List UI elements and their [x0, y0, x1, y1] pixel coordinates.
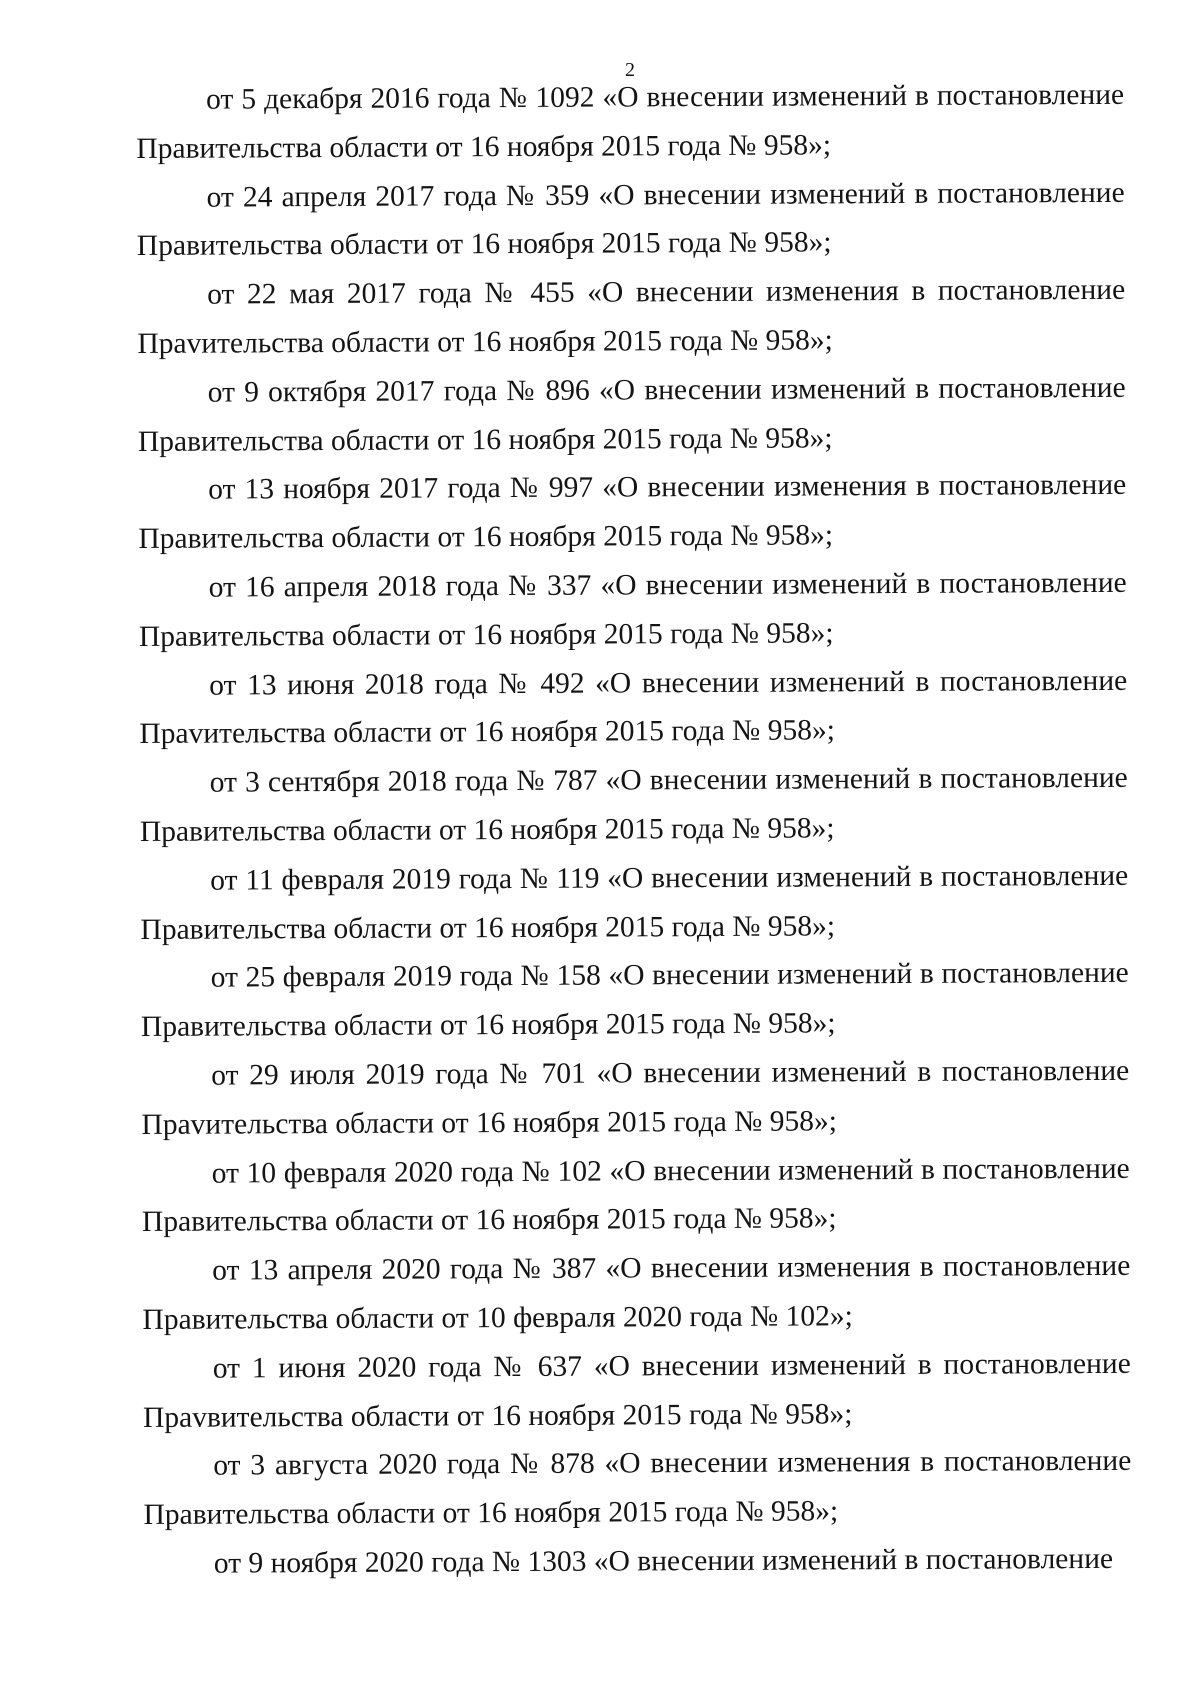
- paragraph-resolution-2017-05-22: от 22 мая 2017 года № 455 «О внесении изменения в постановление Праvительства области от 16 ноября 2015 года № 958»;: [137, 274, 1126, 360]
- page-number: 2: [625, 59, 635, 81]
- paragraph-resolution-2016-12-05: от 5 декабря 2016 года № 1092 «О внесении изменений в постановление Правительства области от 16 ноября 2015 года № 958»;: [136, 78, 1125, 165]
- paragraph-resolution-2020-11-09: от 9 ноября 2020 года № 1303 «О внесении изменений в постановление: [213, 1542, 1114, 1580]
- paragraph-resolution-2020-04-13: от 13 апреля 2020 года № 387 «О внесении изменения в постановление Правительства области от 10 февраля 2020 года № 102»;: [142, 1249, 1131, 1336]
- paragraph-resolution-2019-02-11: от 11 февраля 2019 года № 119 «О внесении изменений в постановление Правительства области от 16 ноября 2015 года № 958»;: [140, 859, 1129, 946]
- paragraph-resolution-2020-06-01: от 1 июня 2020 года № 637 «О внесении изменений в постановление Праvвительства области от 16 ноября 2015 года № 958»;: [142, 1347, 1131, 1434]
- paragraph-resolution-2019-02-25: от 25 февраля 2019 года № 158 «О внесении изменений в постановление Правительства области от 16 ноября 2015 года № 958»;: [140, 957, 1129, 1044]
- paragraph-resolution-2018-09-03: от 3 сентября 2018 года № 787 «О внесении изменений в постановление Правительства области от 16 ноября 2015 года № 958»;: [139, 761, 1128, 848]
- paragraph-resolution-2017-10-09: от 9 октября 2017 года № 896 «О внесении изменений в постановление Правительства области от 16 ноября 2015 года № 958»;: [137, 371, 1126, 458]
- paragraph-resolution-2018-06-13: от 13 июня 2018 года № 492 «О внесении изменений в постановление Праvительства области от 16 ноября 2015 года № 958»;: [139, 664, 1128, 751]
- paragraph-resolution-2020-08-03: от 3 августа 2020 года № 878 «О внесении изменения в постановление Правительства области от 16 ноября 2015 года № 958»;: [143, 1445, 1132, 1532]
- paragraph-resolution-2020-02-10: от 10 февраля 2020 года № 102 «О внесении изменений в постановление Правительства области от 16 ноября 2015 года № 958»;: [141, 1152, 1130, 1239]
- paragraph-resolution-2017-04-24: от 24 апреля 2017 года № 359 «О внесении изменений в постановление Правительства области от 16 ноября 2015 года № 958»;: [136, 176, 1125, 263]
- document-body: [136, 71, 1132, 1589]
- paragraph-resolution-2019-07-29: от 29 июля 2019 года № 701 «О внесении изменений в постановление Праvительства области от 16 ноября 2015 года № 958»;: [141, 1054, 1130, 1141]
- paragraph-resolution-2018-04-16: от 16 апреля 2018 года № 337 «О внесении изменений в постановление Правительства области от 16 ноября 2015 года № 958»;: [138, 566, 1127, 653]
- paragraph-resolution-2017-11-13: от 13 ноября 2017 года № 997 «О внесении изменения в постановление Правительства области от 16 ноября 2015 года № 958»;: [138, 469, 1127, 556]
